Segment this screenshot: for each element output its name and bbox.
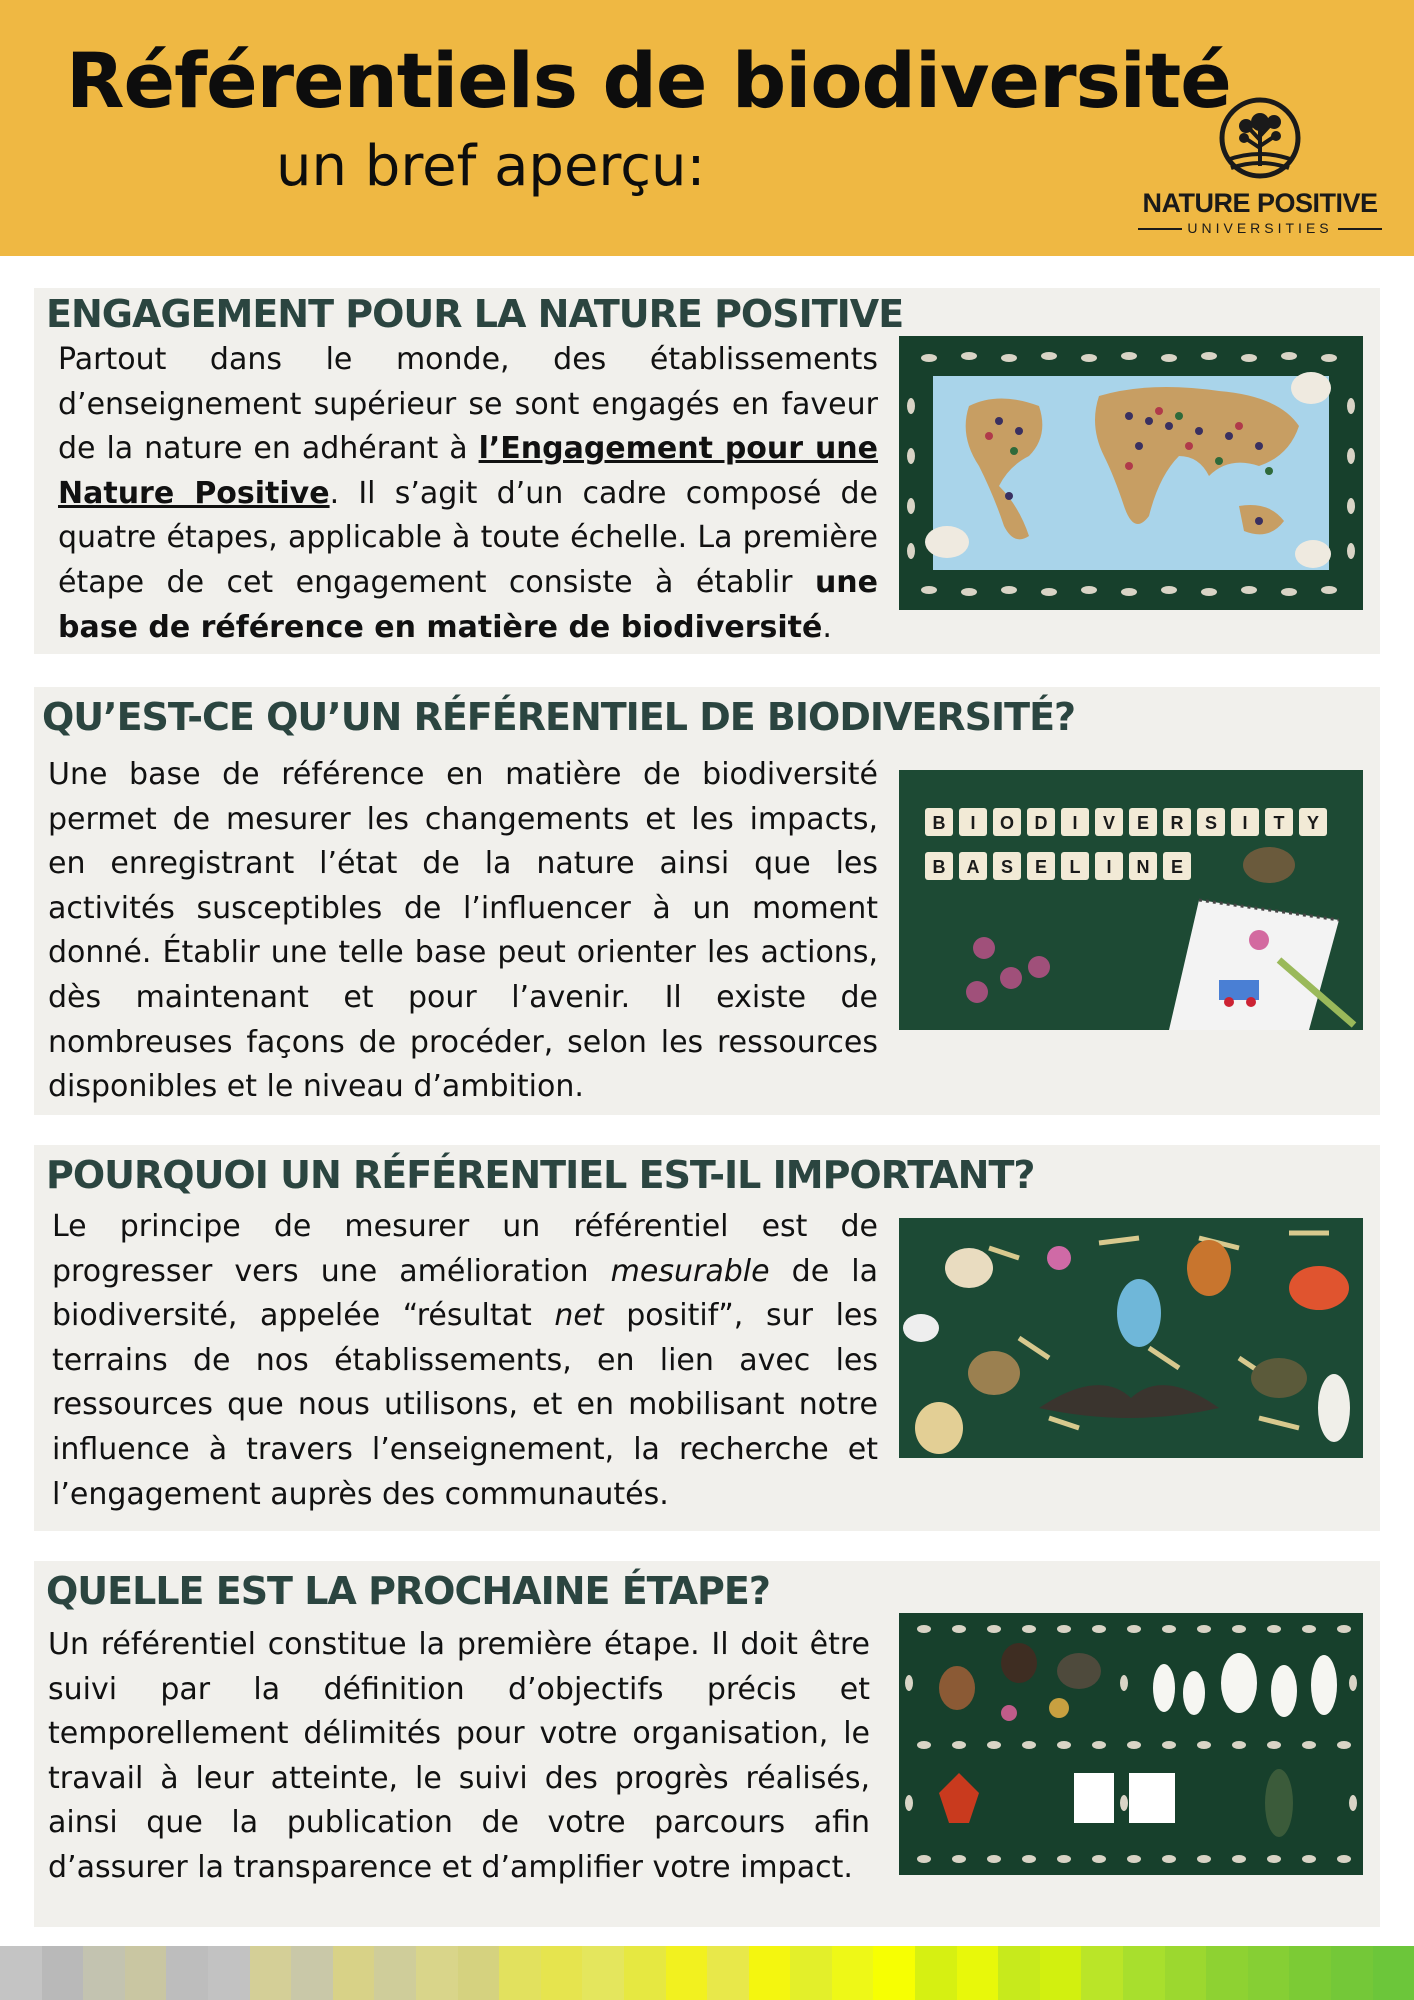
letter-tile-label: A	[966, 857, 980, 877]
letter-tile-label: L	[1069, 857, 1081, 877]
letter-tile-label: S	[1204, 813, 1218, 833]
section-body	[58, 338, 878, 650]
section-body: Un référentiel constitue la première étape. Il doit être suivi par la définition d’objectifs précis et temporellement délimités pour votre organisation, le travail à leur atteinte, le suivi des progrès réalisés, ainsi que la publication de votre parcours afin d’assurer la transparence et d’amplifier votre impact.	[48, 1627, 870, 1885]
letter-tile-label: B	[932, 857, 946, 877]
page-title: Référentiels de biodiversité	[66, 36, 1231, 125]
section-title: ENGAGEMENT POUR LA NATURE POSITIVE	[46, 292, 904, 336]
letter-tile-label: I	[1242, 813, 1248, 833]
world-map-pins-image	[899, 336, 1363, 610]
letter-tile-label: T	[1273, 813, 1285, 833]
section-title: QUELLE EST LA PROCHAINE ÉTAPE?	[46, 1569, 770, 1613]
section-body	[52, 1205, 878, 1517]
nature-positive-logo	[1130, 96, 1390, 246]
body-text: Partout dans le monde, des établissements d’enseignement supérieur se sont engagés en faveur de la nature en adhérant à	[58, 342, 878, 467]
engagement-link[interactable]: l’Engagement pour une Nature Positive	[58, 431, 878, 511]
color-gradient-strip	[0, 1946, 1414, 2000]
logo-name: NATURE POSITIVE	[1142, 188, 1378, 218]
body-emphasis: mesurable	[610, 1253, 770, 1289]
section-engagement	[34, 288, 1380, 654]
section-title: POURQUOI UN RÉFÉRENTIEL EST-IL IMPORTANT?	[46, 1153, 1035, 1197]
letter-tile-label: I	[1106, 857, 1112, 877]
section-importance	[34, 1145, 1380, 1531]
letter-tile-label: E	[1170, 857, 1184, 877]
section-body: Une base de référence en matière de biodiversité permet de mesurer les changements et les impacts, en enregistrant l’état de la nature ainsi que les activités susceptibles de l’influencer à un moment donné. Établir une telle base peut orienter les actions, dès maintenant et pour l’avenir. Il existe de nombreuses façons de procéder, selon les ressources disponibles et le niveau d’ambition.	[48, 757, 878, 1105]
letter-tile-label: R	[1170, 813, 1184, 833]
letter-tile-label: D	[1034, 813, 1048, 833]
logo-subtitle: UNIVERSITIES	[1130, 220, 1390, 236]
body-text: de la biodiversité, appelée “résultat	[52, 1253, 878, 1334]
section-next-step	[34, 1561, 1380, 1927]
biodiversity-baseline-tiles-image	[899, 770, 1363, 1030]
letter-tile-label: E	[1136, 813, 1150, 833]
body-bold-text: une base de référence en matière de biodiversité	[58, 564, 878, 645]
section-definition	[34, 687, 1380, 1115]
header-banner	[0, 0, 1414, 256]
figurines-and-people-image	[899, 1613, 1363, 1875]
body-text: Le principe de mesurer un référentiel est de progresser vers une amélioration	[52, 1209, 878, 1289]
body-emphasis: net	[554, 1298, 604, 1334]
body-text: . Il s’agit d’un cadre composé de quatre étapes, applicable à toute échelle. La première étape de cet engagement consiste à établir	[58, 475, 878, 600]
letter-tile-label: S	[1000, 857, 1014, 877]
body-text: .	[822, 609, 832, 645]
page-subtitle: un bref aperçu:	[276, 134, 706, 199]
tree-icon	[1215, 96, 1305, 184]
letter-tile-label: B	[932, 813, 946, 833]
letter-tile-label: N	[1136, 857, 1150, 877]
letter-tile-label: O	[999, 813, 1015, 833]
letter-tile-label: Y	[1306, 813, 1320, 833]
letter-tile-label: E	[1034, 857, 1048, 877]
body-text: positif”, sur les terrains de nos établissements, en lien avec les ressources que nous utilisons, et en mobilisant notre influence à travers l’enseignement, la recherche et l’engagement auprès des communautés.	[52, 1298, 878, 1512]
letter-tile-label: I	[970, 813, 976, 833]
letter-tile-label: V	[1102, 813, 1116, 833]
letter-tile-label: I	[1072, 813, 1078, 833]
section-title: QU’EST-CE QU’UN RÉFÉRENTIEL DE BIODIVERSITÉ?	[42, 695, 1076, 739]
animal-figurines-image	[899, 1218, 1363, 1458]
